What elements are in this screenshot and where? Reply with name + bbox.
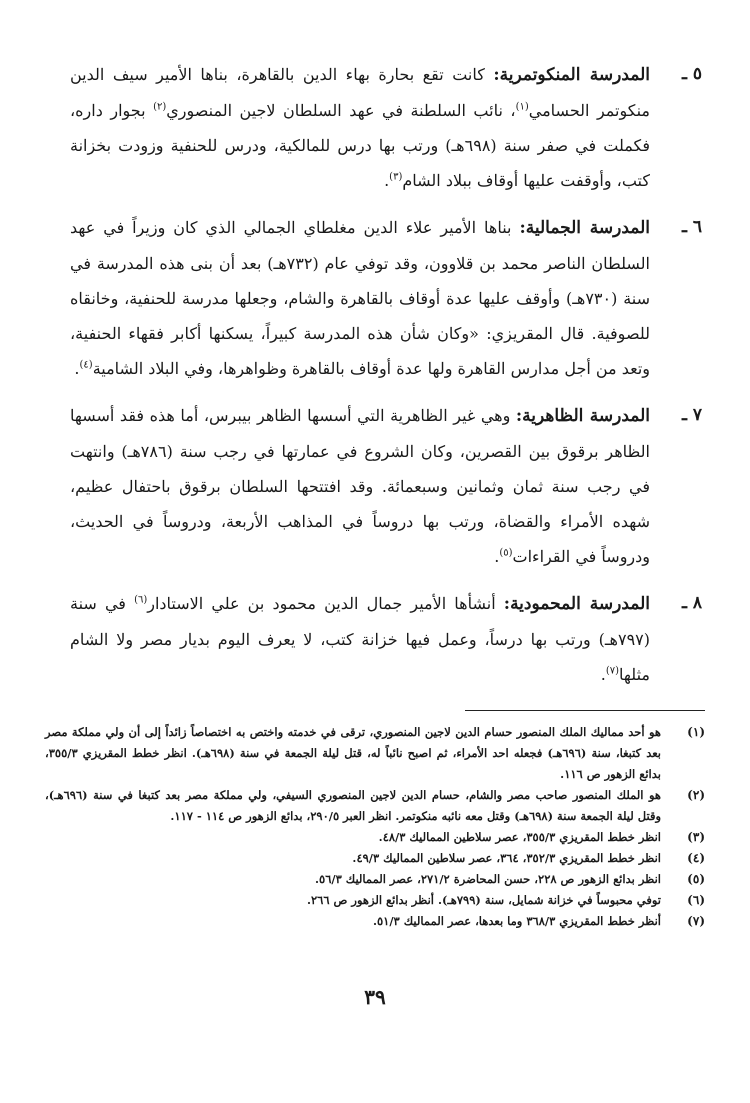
footnote-text: هو الملك المنصور صاحب مصر والشام، حسام الدين لاجين المنصوري السيفي، ولي مملكة مصر بعد كتبغا في سنة (٦٩٦هـ)، وقتل ليلة الجمعة سنة (٦٩٨هـ) وقتل معه نائبه منكوتمر. انظر العبر ٢٩٠/٥، بدائع الزهور ص ١١٤ - ١١٧. (45, 788, 661, 823)
footnotes (45, 722, 705, 932)
entry-text: أنشأها الأمير جمال الدين محمود بن علي الاستادار (147, 594, 504, 613)
footnote-number: (٥) (687, 872, 705, 886)
footnote-ref[interactable]: (٥) (499, 547, 513, 559)
entry-text: . (494, 547, 500, 566)
footnote (45, 911, 705, 932)
footnote-number: (٤) (687, 851, 705, 865)
footnote-ref[interactable]: (١) (515, 101, 529, 113)
entry-text: في سنة (٧٩٧هـ) ورتب بها درساً، وعمل فيها خزانة كتب، لا يعرف اليوم بديار مصر ولا الشام مثلها (70, 594, 650, 684)
entry-8 (70, 586, 702, 692)
main-text (70, 57, 702, 704)
footnote (45, 827, 705, 848)
footnote (45, 869, 705, 890)
entry-number: ٥ ـ (681, 64, 702, 84)
footnote-number: (٦) (687, 893, 705, 907)
entry-text: . (384, 171, 390, 190)
entry-title: المدرسة الجمالية: (519, 218, 650, 238)
footnote-ref[interactable]: (٦) (134, 594, 148, 606)
entry-paragraph (70, 398, 650, 574)
entry-text: . (74, 359, 80, 378)
footnote (45, 722, 705, 785)
footnote-text: هو أحد مماليك الملك المنصور حسام الدين لاجين المنصوري، ترقى في خدمته واختص به اختصاصاً زائداً إلى أن ولي مملكة مصر بعد كتبغا، سنة (٦٩٦هـ) فجعله احد الأمراء، ثم اصبح نائباً له، قتل ليلة الجمعة في سنة (٦٩٨هـ). انظر خطط المقريزي ٣٥٥/٣، بدائع الزهور ص ١١٦. (45, 725, 661, 781)
footnote-ref[interactable]: (٤) (79, 359, 93, 371)
footnote-number: (١) (687, 725, 705, 739)
footnote-text: انظر بدائع الزهور ص ٢٢٨، حسن المحاضرة ٢٧١/٢، عصر المماليك ٥٦/٣. (315, 872, 661, 886)
footnote-ref[interactable]: (٧) (605, 665, 620, 677)
entry-text: . (600, 665, 606, 684)
entry-text: كانت تقع بحارة بهاء الدين بالقاهرة، بناها الأمير سيف الدين منكوتمر الحسامي (70, 65, 650, 120)
footnote-text: انظر خطط المقريزي ٣٥٥/٣، عصر سلاطين المماليك ٤٨/٣. (378, 830, 661, 844)
entry-text: بجوار داره، فكملت في صفر سنة (٦٩٨هـ) ورتب بها درس للمالكية، ودرس للحنفية وزودت بخزانة كتب، وأوقفت عليها أوقاف ببلاد الشام (70, 101, 650, 190)
footnote (45, 785, 705, 827)
footnote-text: انظر خطط المقريزي ٣٥٢/٣، ٣٦٤، عصر سلاطين المماليك ٤٩/٣. (352, 851, 661, 865)
entry-text: بناها الأمير علاء الدين مغلطاي الجمالي الذي كان وزيراً في عهد السلطان الناصر محمد بن قلاوون، وقد توفي عام (٧٣٢هـ) بعد أن بنى هذه المدرسة في سنة (٧٣٠هـ) وأوقف عليها عدة أوقاف بالقاهرة والشام، وجعلها مدرسة للحنفية، وخانقاه للصوفية. قال المقريزي: «وكان شأن هذه المدرسة كبيراً، يسكنها أكابر فقهاء الحنفية، وتعد من أجل مدارس القاهرة ولها عدة أوقاف بالقاهرة وظواهرها، وفي البلاد الشامية (70, 218, 651, 378)
footnote-ref[interactable]: (٢) (153, 101, 167, 113)
entry-text: وهي غير الظاهرية التي أسسها الظاهر بيبرس، أما هذه فقد أسسها الظاهر برقوق بين القصرين، وكان الشروع في عمارتها في رجب سنة (٧٨٦هـ) وانتهت في رجب سنة ثمان وثمانين وسبعمائة. وقد افتتحها السلطان برقوق باحتفال عظيم، شهده الأمراء والقضاة، ورتب بها دروساً في المذاهب الأربعة، ودروساً في الحديث، ودروساً في القراءات (70, 406, 651, 566)
entry-text: ، نائب السلطنة في عهد السلطان لاجين المنصوري (166, 101, 516, 120)
entry-5 (70, 57, 702, 198)
footnote-ref[interactable]: (٣) (389, 171, 403, 183)
entry-paragraph (70, 57, 650, 198)
entry-title: المدرسة الظاهرية: (515, 406, 650, 426)
entry-6 (70, 210, 702, 386)
footnote-number: (٧) (687, 914, 705, 928)
entry-7 (70, 398, 702, 574)
entry-title: المدرسة المحمودية: (503, 594, 650, 614)
footnote-number: (٢) (687, 788, 705, 802)
entry-number: ٨ ـ (681, 593, 702, 613)
entry-number: ٧ ـ (681, 405, 702, 425)
footnote-text: أنظر خطط المقريزي ٣٦٨/٣ وما بعدها، عصر المماليك ٥١/٣. (372, 914, 661, 928)
footnote-text: توفي محبوساً في خزانة شمايل، سنة (٧٩٩هـ). أنظر بدائع الزهور ص ٢٦٦. (306, 893, 661, 907)
footnote-divider (465, 710, 705, 711)
footnote-number: (٣) (687, 830, 705, 844)
page-number: ٣٩ (364, 985, 386, 1009)
entry-number: ٦ ـ (681, 217, 702, 237)
footnote (45, 848, 705, 869)
entry-paragraph (70, 210, 650, 386)
footnote (45, 890, 705, 911)
entry-paragraph (70, 586, 650, 692)
entry-title: المدرسة المنكوتمرية: (493, 65, 650, 85)
